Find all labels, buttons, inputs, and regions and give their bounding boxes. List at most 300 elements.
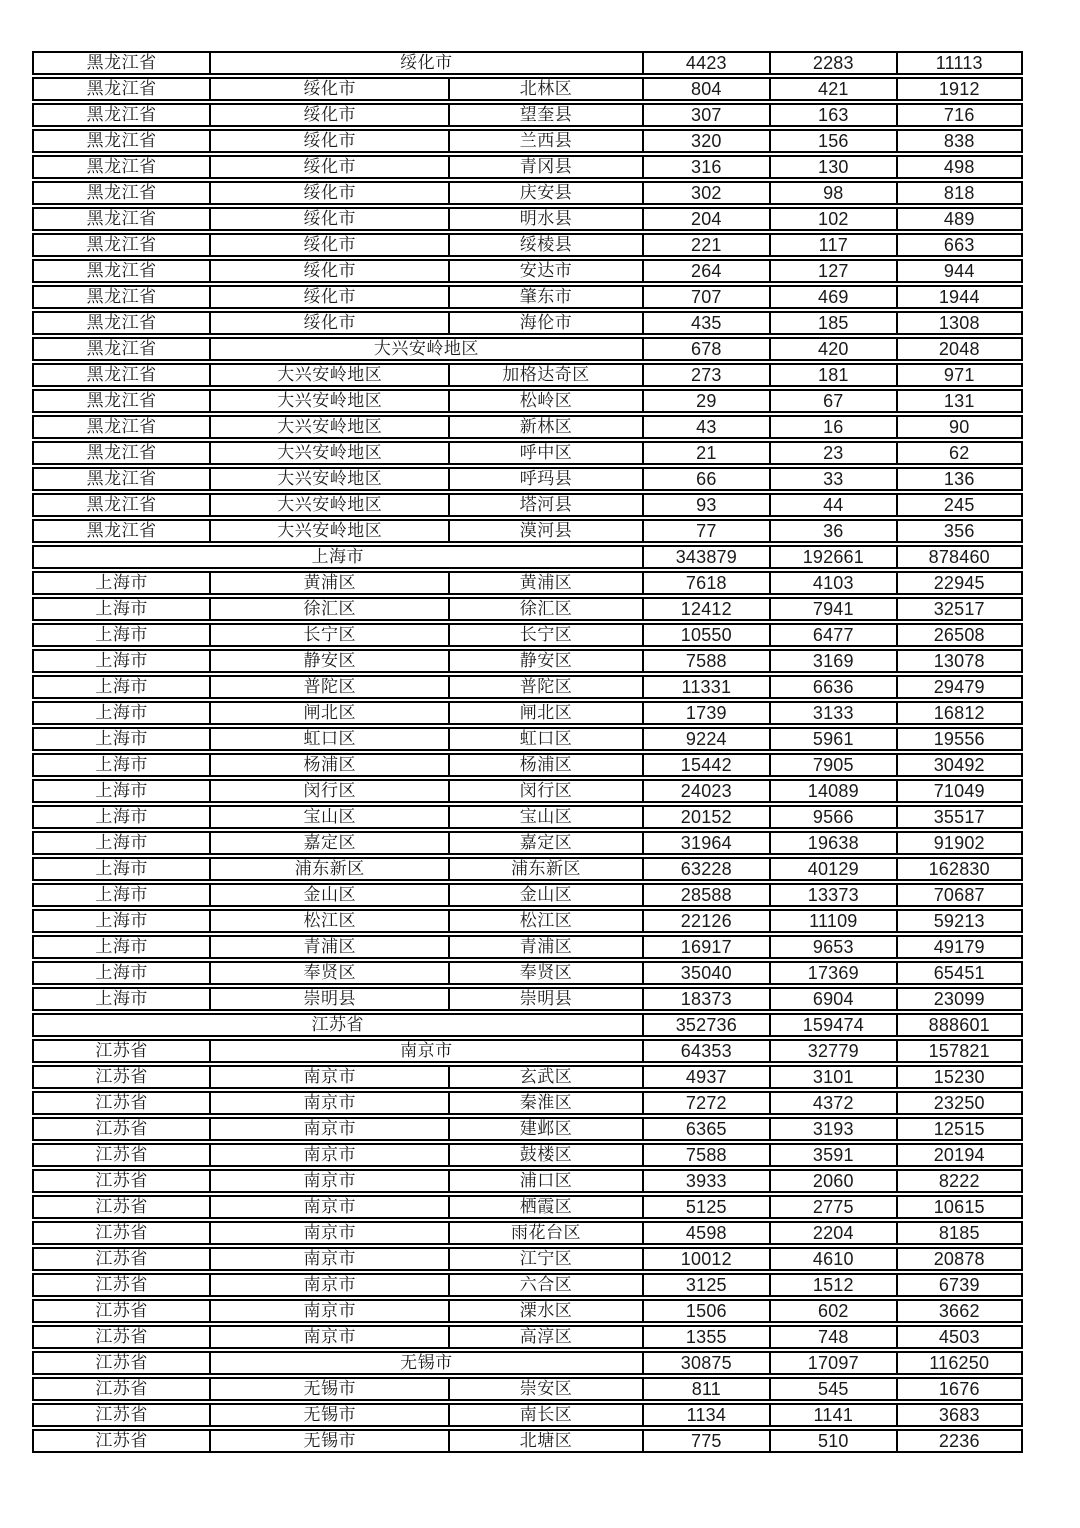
cell-district: 松江区 — [448, 911, 641, 931]
cell-province: 黑龙江省 — [86, 443, 157, 462]
cell-value-1: 1506 — [642, 1301, 770, 1321]
cell-value-3: 70687 — [896, 885, 1021, 905]
table-row — [32, 519, 1023, 543]
cell-value-2: 602 — [769, 1301, 895, 1321]
cell-value-2: 421 — [769, 79, 895, 99]
cell-city: 大兴安岭地区 — [209, 417, 448, 437]
cell-value-2: 6477 — [769, 625, 895, 645]
cell-value-2: 36 — [769, 521, 895, 541]
table-row — [32, 1117, 1023, 1141]
cell-value-3: 131 — [896, 391, 1021, 411]
cell-city: 绥化市 — [209, 209, 448, 229]
cell-district: 六合区 — [448, 1275, 641, 1295]
cell-district: 溧水区 — [448, 1301, 641, 1321]
cell-district: 闸北区 — [448, 703, 641, 723]
cell-province: 江苏省 — [95, 1327, 148, 1346]
table-row — [32, 51, 1023, 75]
cell-district: 庆安县 — [448, 183, 641, 203]
cell-district: 宝山区 — [448, 807, 641, 827]
table-row — [32, 311, 1023, 335]
cell-city: 金山区 — [209, 885, 448, 905]
cell-city: 南京市 — [209, 1197, 448, 1217]
cell-value-2: 17097 — [769, 1353, 895, 1373]
cell-district: 杨浦区 — [448, 755, 641, 775]
cell-value-2: 4103 — [769, 573, 895, 593]
cell-value-1: 320 — [642, 131, 770, 151]
cell-district: 高淳区 — [448, 1327, 641, 1347]
cell-value-3: 838 — [896, 131, 1021, 151]
cell-value-1: 31964 — [642, 833, 770, 853]
cell-value-3: 878460 — [896, 547, 1021, 567]
cell-value-3: 62 — [896, 443, 1021, 463]
cell-value-2: 7941 — [769, 599, 895, 619]
cell-value-1: 43 — [642, 417, 770, 437]
cell-value-2: 159474 — [769, 1015, 895, 1035]
cell-city: 南京市 — [209, 1119, 448, 1139]
cell-district: 静安区 — [448, 651, 641, 671]
cell-city: 绥化市 — [209, 235, 448, 255]
table-row — [32, 753, 1023, 777]
cell-value-3: 8185 — [896, 1223, 1021, 1243]
cell-value-1: 11331 — [642, 677, 770, 697]
cell-value-2: 98 — [769, 183, 895, 203]
cell-value-2: 7905 — [769, 755, 895, 775]
table-row — [32, 1299, 1023, 1323]
cell-city: 普陀区 — [209, 677, 448, 697]
cell-value-3: 245 — [896, 495, 1021, 515]
table-row — [32, 389, 1023, 413]
table-row — [32, 1091, 1023, 1115]
cell-value-1: 6365 — [642, 1119, 770, 1139]
cell-province: 上海市 — [95, 573, 148, 592]
cell-value-1: 264 — [642, 261, 770, 281]
cell-city: 绥化市 — [209, 183, 448, 203]
cell-value-3: 13078 — [896, 651, 1021, 671]
cell-province: 江苏省 — [95, 1197, 148, 1216]
cell-value-2: 181 — [769, 365, 895, 385]
cell-value-1: 93 — [642, 495, 770, 515]
cell-district: 北林区 — [448, 79, 641, 99]
cell-city: 大兴安岭地区 — [209, 391, 448, 411]
cell-city: 闸北区 — [209, 703, 448, 723]
cell-city-merged: 绥化市 — [209, 53, 641, 73]
cell-city: 长宁区 — [209, 625, 448, 645]
cell-value-3: 8222 — [896, 1171, 1021, 1191]
cell-value-3: 2048 — [896, 339, 1021, 359]
cell-district: 崇明县 — [448, 989, 641, 1009]
cell-value-2: 4372 — [769, 1093, 895, 1113]
table-row — [32, 207, 1023, 231]
cell-value-3: 35517 — [896, 807, 1021, 827]
cell-province: 上海市 — [95, 677, 148, 696]
cell-province: 上海市 — [95, 937, 148, 956]
cell-district: 黄浦区 — [448, 573, 641, 593]
cell-province: 黑龙江省 — [86, 495, 157, 514]
cell-district: 海伦市 — [448, 313, 641, 333]
cell-province: 上海市 — [95, 599, 148, 618]
table-row — [32, 545, 1023, 569]
cell-city: 绥化市 — [209, 79, 448, 99]
cell-district: 加格达奇区 — [448, 365, 641, 385]
cell-value-2: 156 — [769, 131, 895, 151]
cell-province: 黑龙江省 — [86, 53, 157, 72]
cell-value-3: 71049 — [896, 781, 1021, 801]
table-row — [32, 1013, 1023, 1037]
cell-value-2: 163 — [769, 105, 895, 125]
cell-value-2: 3169 — [769, 651, 895, 671]
cell-region-merged: 上海市 — [311, 547, 365, 566]
cell-value-3: 20194 — [896, 1145, 1021, 1165]
cell-city: 南京市 — [209, 1067, 448, 1087]
cell-value-1: 10012 — [642, 1249, 770, 1269]
cell-district: 呼中区 — [448, 443, 641, 463]
cell-value-2: 40129 — [769, 859, 895, 879]
cell-value-1: 7272 — [642, 1093, 770, 1113]
table-row — [32, 103, 1023, 127]
cell-district: 北塘区 — [448, 1431, 641, 1451]
cell-value-1: 1355 — [642, 1327, 770, 1347]
cell-value-3: 716 — [896, 105, 1021, 125]
cell-value-1: 804 — [642, 79, 770, 99]
cell-province: 上海市 — [95, 729, 148, 748]
table-row — [32, 493, 1023, 517]
cell-province: 黑龙江省 — [86, 287, 157, 306]
cell-province: 黑龙江省 — [86, 157, 157, 176]
cell-value-2: 102 — [769, 209, 895, 229]
cell-province: 江苏省 — [95, 1405, 148, 1424]
cell-value-2: 9653 — [769, 937, 895, 957]
cell-province: 上海市 — [95, 625, 148, 644]
cell-city-merged: 无锡市 — [209, 1353, 641, 1373]
cell-district: 望奎县 — [448, 105, 641, 125]
cell-value-1: 1739 — [642, 703, 770, 723]
table-row — [32, 883, 1023, 907]
cell-value-3: 15230 — [896, 1067, 1021, 1087]
cell-value-2: 17369 — [769, 963, 895, 983]
cell-value-2: 127 — [769, 261, 895, 281]
cell-value-2: 1512 — [769, 1275, 895, 1295]
cell-province: 江苏省 — [95, 1301, 148, 1320]
table-row — [32, 441, 1023, 465]
cell-city: 嘉定区 — [209, 833, 448, 853]
cell-value-2: 510 — [769, 1431, 895, 1451]
cell-province: 黑龙江省 — [86, 313, 157, 332]
table-row — [32, 467, 1023, 491]
cell-city: 崇明县 — [209, 989, 448, 1009]
cell-value-1: 30875 — [642, 1353, 770, 1373]
cell-city: 南京市 — [209, 1171, 448, 1191]
table-row — [32, 857, 1023, 881]
cell-value-2: 6904 — [769, 989, 895, 1009]
table-row — [32, 1377, 1023, 1401]
cell-value-2: 748 — [769, 1327, 895, 1347]
table-row — [32, 1429, 1023, 1453]
cell-province: 江苏省 — [95, 1093, 148, 1112]
cell-province: 黑龙江省 — [86, 469, 157, 488]
cell-value-3: 26508 — [896, 625, 1021, 645]
cell-value-2: 14089 — [769, 781, 895, 801]
cell-value-1: 15442 — [642, 755, 770, 775]
cell-value-2: 33 — [769, 469, 895, 489]
cell-value-1: 77 — [642, 521, 770, 541]
table-row — [32, 155, 1023, 179]
cell-value-1: 22126 — [642, 911, 770, 931]
cell-value-1: 10550 — [642, 625, 770, 645]
cell-value-3: 23099 — [896, 989, 1021, 1009]
cell-value-3: 162830 — [896, 859, 1021, 879]
cell-value-2: 23 — [769, 443, 895, 463]
cell-district: 鼓楼区 — [448, 1145, 641, 1165]
cell-city: 徐汇区 — [209, 599, 448, 619]
cell-value-3: 2236 — [896, 1431, 1021, 1451]
cell-province: 黑龙江省 — [86, 417, 157, 436]
cell-city-merged: 大兴安岭地区 — [209, 339, 641, 359]
cell-value-1: 435 — [642, 313, 770, 333]
cell-value-3: 49179 — [896, 937, 1021, 957]
cell-city: 宝山区 — [209, 807, 448, 827]
table-row — [32, 727, 1023, 751]
table-row — [32, 1403, 1023, 1427]
cell-value-3: 19556 — [896, 729, 1021, 749]
cell-value-1: 4598 — [642, 1223, 770, 1243]
cell-value-2: 9566 — [769, 807, 895, 827]
cell-province: 黑龙江省 — [86, 79, 157, 98]
table-row — [32, 1143, 1023, 1167]
cell-value-3: 59213 — [896, 911, 1021, 931]
cell-value-2: 44 — [769, 495, 895, 515]
cell-province: 上海市 — [95, 807, 148, 826]
cell-city: 南京市 — [209, 1093, 448, 1113]
cell-value-3: 356 — [896, 521, 1021, 541]
cell-district: 玄武区 — [448, 1067, 641, 1087]
cell-value-3: 90 — [896, 417, 1021, 437]
cell-city: 南京市 — [209, 1327, 448, 1347]
cell-city: 绥化市 — [209, 131, 448, 151]
table-row — [32, 831, 1023, 855]
table-row — [32, 805, 1023, 829]
cell-value-3: 10615 — [896, 1197, 1021, 1217]
cell-value-2: 2060 — [769, 1171, 895, 1191]
cell-value-3: 11113 — [896, 53, 1021, 73]
cell-city: 绥化市 — [209, 287, 448, 307]
cell-city: 无锡市 — [209, 1379, 448, 1399]
cell-province: 江苏省 — [95, 1119, 148, 1138]
cell-value-1: 3933 — [642, 1171, 770, 1191]
table-row — [32, 233, 1023, 257]
cell-value-2: 5961 — [769, 729, 895, 749]
cell-value-2: 1141 — [769, 1405, 895, 1425]
cell-value-3: 1944 — [896, 287, 1021, 307]
cell-district: 肇东市 — [448, 287, 641, 307]
cell-district: 南长区 — [448, 1405, 641, 1425]
cell-province: 黑龙江省 — [86, 235, 157, 254]
cell-city: 大兴安岭地区 — [209, 469, 448, 489]
cell-value-1: 302 — [642, 183, 770, 203]
cell-value-2: 6636 — [769, 677, 895, 697]
cell-district: 栖霞区 — [448, 1197, 641, 1217]
cell-province: 黑龙江省 — [86, 365, 157, 384]
table-row — [32, 571, 1023, 595]
cell-value-1: 9224 — [642, 729, 770, 749]
cell-province: 江苏省 — [95, 1275, 148, 1294]
cell-district: 塔河县 — [448, 495, 641, 515]
cell-value-2: 2283 — [769, 53, 895, 73]
cell-city: 松江区 — [209, 911, 448, 931]
cell-value-1: 707 — [642, 287, 770, 307]
cell-value-3: 91902 — [896, 833, 1021, 853]
cell-value-1: 4423 — [642, 53, 770, 73]
cell-city: 大兴安岭地区 — [209, 521, 448, 541]
cell-district: 徐汇区 — [448, 599, 641, 619]
cell-district: 呼玛县 — [448, 469, 641, 489]
cell-value-3: 3683 — [896, 1405, 1021, 1425]
cell-city: 虹口区 — [209, 729, 448, 749]
cell-district: 虹口区 — [448, 729, 641, 749]
cell-value-2: 13373 — [769, 885, 895, 905]
cell-value-3: 3662 — [896, 1301, 1021, 1321]
cell-district: 长宁区 — [448, 625, 641, 645]
cell-district: 新林区 — [448, 417, 641, 437]
cell-province: 上海市 — [95, 703, 148, 722]
cell-value-1: 16917 — [642, 937, 770, 957]
cell-value-2: 130 — [769, 157, 895, 177]
cell-district: 嘉定区 — [448, 833, 641, 853]
cell-value-2: 19638 — [769, 833, 895, 853]
table-row — [32, 285, 1023, 309]
cell-value-3: 12515 — [896, 1119, 1021, 1139]
cell-value-1: 4937 — [642, 1067, 770, 1087]
cell-value-3: 29479 — [896, 677, 1021, 697]
cell-district: 建邺区 — [448, 1119, 641, 1139]
cell-value-2: 11109 — [769, 911, 895, 931]
cell-province: 上海市 — [95, 651, 148, 670]
cell-value-1: 7588 — [642, 651, 770, 671]
cell-value-3: 16812 — [896, 703, 1021, 723]
cell-value-1: 307 — [642, 105, 770, 125]
cell-city: 奉贤区 — [209, 963, 448, 983]
cell-value-1: 66 — [642, 469, 770, 489]
table-row — [32, 623, 1023, 647]
cell-value-3: 32517 — [896, 599, 1021, 619]
cell-province: 上海市 — [95, 859, 148, 878]
cell-city: 无锡市 — [209, 1405, 448, 1425]
cell-value-1: 204 — [642, 209, 770, 229]
cell-value-2: 469 — [769, 287, 895, 307]
cell-value-2: 3591 — [769, 1145, 895, 1165]
cell-value-3: 157821 — [896, 1041, 1021, 1061]
table-row — [32, 1221, 1023, 1245]
cell-city: 大兴安岭地区 — [209, 443, 448, 463]
cell-value-1: 20152 — [642, 807, 770, 827]
cell-value-3: 888601 — [896, 1015, 1021, 1035]
table-row — [32, 935, 1023, 959]
cell-city: 绥化市 — [209, 105, 448, 125]
cell-province: 上海市 — [95, 781, 148, 800]
cell-province: 黑龙江省 — [86, 105, 157, 124]
cell-value-2: 3133 — [769, 703, 895, 723]
cell-city: 南京市 — [209, 1301, 448, 1321]
cell-district: 松岭区 — [448, 391, 641, 411]
cell-value-1: 21 — [642, 443, 770, 463]
cell-district: 奉贤区 — [448, 963, 641, 983]
cell-province: 上海市 — [95, 885, 148, 904]
cell-value-1: 1134 — [642, 1405, 770, 1425]
cell-province: 江苏省 — [95, 1249, 148, 1268]
cell-value-1: 221 — [642, 235, 770, 255]
cell-value-1: 5125 — [642, 1197, 770, 1217]
cell-district: 雨花台区 — [448, 1223, 641, 1243]
table-row — [32, 961, 1023, 985]
cell-value-2: 2775 — [769, 1197, 895, 1217]
cell-city: 南京市 — [209, 1249, 448, 1269]
cell-value-1: 35040 — [642, 963, 770, 983]
cell-district: 浦口区 — [448, 1171, 641, 1191]
cell-value-2: 3193 — [769, 1119, 895, 1139]
cell-district: 兰西县 — [448, 131, 641, 151]
cell-province: 上海市 — [95, 911, 148, 930]
cell-value-1: 18373 — [642, 989, 770, 1009]
cell-value-3: 1912 — [896, 79, 1021, 99]
cell-value-2: 545 — [769, 1379, 895, 1399]
cell-district: 崇安区 — [448, 1379, 641, 1399]
table-row — [32, 1273, 1023, 1297]
cell-value-1: 7618 — [642, 573, 770, 593]
cell-value-1: 678 — [642, 339, 770, 359]
cell-value-2: 185 — [769, 313, 895, 333]
cell-city: 杨浦区 — [209, 755, 448, 775]
cell-value-2: 67 — [769, 391, 895, 411]
table-row — [32, 1351, 1023, 1375]
cell-value-3: 4503 — [896, 1327, 1021, 1347]
table-row — [32, 363, 1023, 387]
cell-value-1: 811 — [642, 1379, 770, 1399]
cell-value-3: 489 — [896, 209, 1021, 229]
cell-city: 静安区 — [209, 651, 448, 671]
cell-value-2: 4610 — [769, 1249, 895, 1269]
cell-city: 绥化市 — [209, 261, 448, 281]
cell-value-3: 22945 — [896, 573, 1021, 593]
cell-province: 黑龙江省 — [86, 261, 157, 280]
cell-value-3: 6739 — [896, 1275, 1021, 1295]
cell-district: 秦淮区 — [448, 1093, 641, 1113]
cell-value-2: 16 — [769, 417, 895, 437]
cell-district: 浦东新区 — [448, 859, 641, 879]
cell-province: 江苏省 — [95, 1223, 148, 1242]
cell-city: 青浦区 — [209, 937, 448, 957]
cell-value-2: 2204 — [769, 1223, 895, 1243]
cell-value-3: 20878 — [896, 1249, 1021, 1269]
cell-value-1: 273 — [642, 365, 770, 385]
table-row — [32, 987, 1023, 1011]
cell-province: 江苏省 — [95, 1431, 148, 1450]
cell-value-3: 116250 — [896, 1353, 1021, 1373]
cell-value-1: 775 — [642, 1431, 770, 1451]
table-row — [32, 129, 1023, 153]
cell-value-2: 32779 — [769, 1041, 895, 1061]
cell-province: 江苏省 — [95, 1171, 148, 1190]
cell-value-3: 971 — [896, 365, 1021, 385]
cell-value-3: 944 — [896, 261, 1021, 281]
cell-province: 江苏省 — [95, 1041, 148, 1060]
cell-city: 浦东新区 — [209, 859, 448, 879]
cell-value-1: 63228 — [642, 859, 770, 879]
cell-value-3: 1308 — [896, 313, 1021, 333]
cell-province: 上海市 — [95, 755, 148, 774]
cell-city-merged: 南京市 — [209, 1041, 641, 1061]
cell-city: 闵行区 — [209, 781, 448, 801]
data-table — [32, 51, 1023, 1455]
cell-district: 金山区 — [448, 885, 641, 905]
